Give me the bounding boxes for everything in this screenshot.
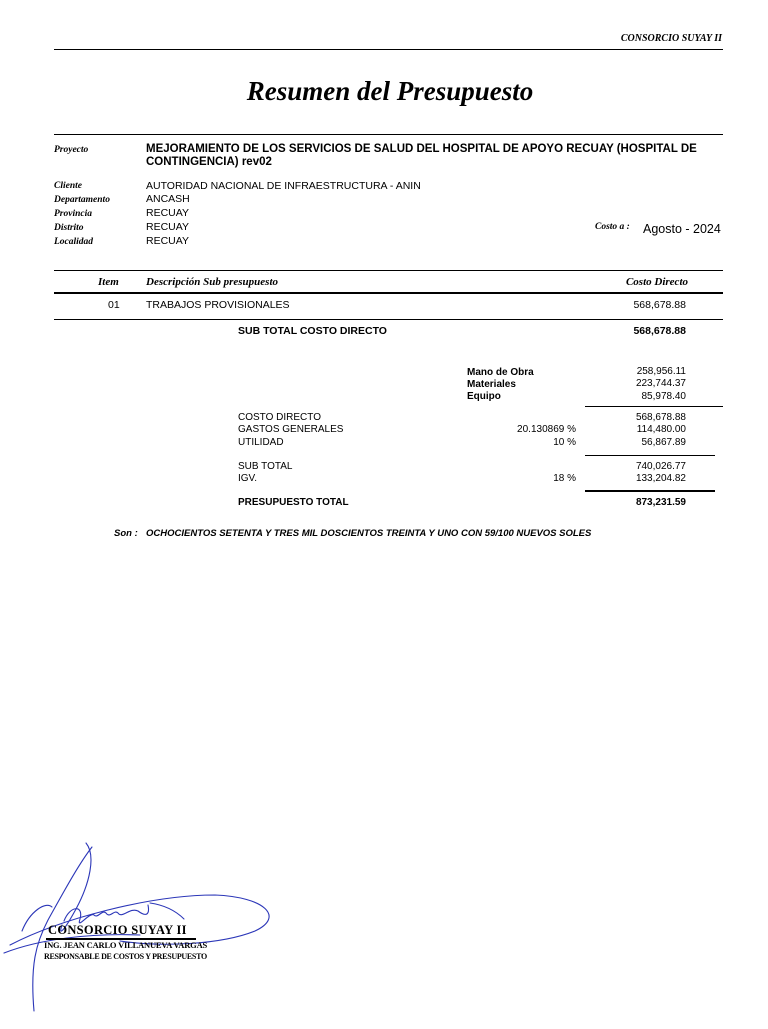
localidad-label: Localidad xyxy=(54,237,94,247)
gastos-generales-label: GASTOS GENERALES xyxy=(238,424,344,435)
subtotal-costo-directo-value: 568,678.88 xyxy=(633,325,686,337)
page-title: Resumen del Presupuesto xyxy=(246,76,534,106)
signature-role: RESPONSABLE DE COSTOS Y PRESUPUESTO xyxy=(44,952,207,961)
igv-label: IGV. xyxy=(238,473,258,484)
signature-block xyxy=(0,835,300,1024)
subtotal-costo-directo-label: SUB TOTAL COSTO DIRECTO xyxy=(238,325,387,337)
signature-company: CONSORCIO SUYAY II xyxy=(48,923,187,937)
costo-a-value: Agosto - 2024 xyxy=(643,222,721,236)
col-descripcion-header: Descripción Sub presupuesto xyxy=(146,276,279,288)
utilidad-label: UTILIDAD xyxy=(238,437,284,448)
signature-name: ING. JEAN CARLO VILLANUEVA VARGAS xyxy=(44,940,208,950)
provincia-value: RECUAY xyxy=(146,207,189,219)
table-row-costo: 568,678.88 xyxy=(633,299,686,311)
presupuesto-total-value: 873,231.59 xyxy=(635,497,686,508)
mano-de-obra-value: 258,956.11 xyxy=(636,366,686,377)
son-label: Son : xyxy=(114,528,138,539)
table-header-rule xyxy=(54,292,723,294)
sub-total-value: 740,026.77 xyxy=(635,461,686,472)
costo-directo-value: 568,678.88 xyxy=(635,412,686,423)
cliente-label: Cliente xyxy=(54,181,82,191)
provincia-label: Provincia xyxy=(54,209,92,219)
presupuesto-total-label: PRESUPUESTO TOTAL xyxy=(238,497,349,508)
equipo-label: Equipo xyxy=(467,391,501,402)
igv-value: 133,204.82 xyxy=(635,473,686,484)
table-row-item: 01 xyxy=(108,299,120,311)
gastos-generales-value: 114,480.00 xyxy=(636,424,686,435)
materiales-value: 223,744.37 xyxy=(635,378,686,389)
total-rule xyxy=(585,490,715,492)
company-header: CONSORCIO SUYAY II xyxy=(620,33,722,44)
col-item-header: Item xyxy=(98,276,119,288)
localidad-value: RECUAY xyxy=(146,235,189,247)
utilidad-pct: 10 % xyxy=(553,437,576,448)
table-top-rule xyxy=(54,270,723,271)
distrito-label: Distrito xyxy=(54,223,84,233)
materiales-label: Materiales xyxy=(467,379,516,390)
departamento-value: ANCASH xyxy=(146,193,190,205)
header-divider xyxy=(54,49,723,50)
table-bottom-rule xyxy=(54,319,723,320)
equipo-value: 85,978.40 xyxy=(641,391,686,402)
departamento-label: Departamento xyxy=(54,195,110,205)
summary-rule xyxy=(585,455,715,456)
sub-total-label: SUB TOTAL xyxy=(238,461,293,472)
title-divider xyxy=(54,134,723,135)
costo-a-label: Costo a : xyxy=(595,222,630,232)
col-costo-header: Costo Directo xyxy=(625,276,688,288)
mano-de-obra-label: Mano de Obra xyxy=(467,367,534,378)
proyecto-label: Proyecto xyxy=(54,145,89,155)
table-row-descripcion: TRABAJOS PROVISIONALES xyxy=(146,299,290,311)
igv-pct: 18 % xyxy=(553,473,576,484)
son-text: OCHOCIENTOS SETENTA Y TRES MIL DOSCIENTOS TREINTA Y UNO CON 59/100 NUEVOS SOLES xyxy=(146,528,592,539)
utilidad-value: 56,867.89 xyxy=(641,437,686,448)
breakdown-rule xyxy=(585,406,723,407)
distrito-value: RECUAY xyxy=(146,221,189,233)
cliente-value: AUTORIDAD NACIONAL DE INFRAESTRUCTURA - ANIN xyxy=(146,180,421,192)
gastos-generales-pct: 20.130869 % xyxy=(517,424,576,435)
costo-directo-label: COSTO DIRECTO xyxy=(238,412,321,423)
proyecto-value: MEJORAMIENTO DE LOS SERVICIOS DE SALUD DEL HOSPITAL DE APOYO RECUAY (HOSPITAL DE CONTINGENCIA) rev02 xyxy=(146,143,697,168)
